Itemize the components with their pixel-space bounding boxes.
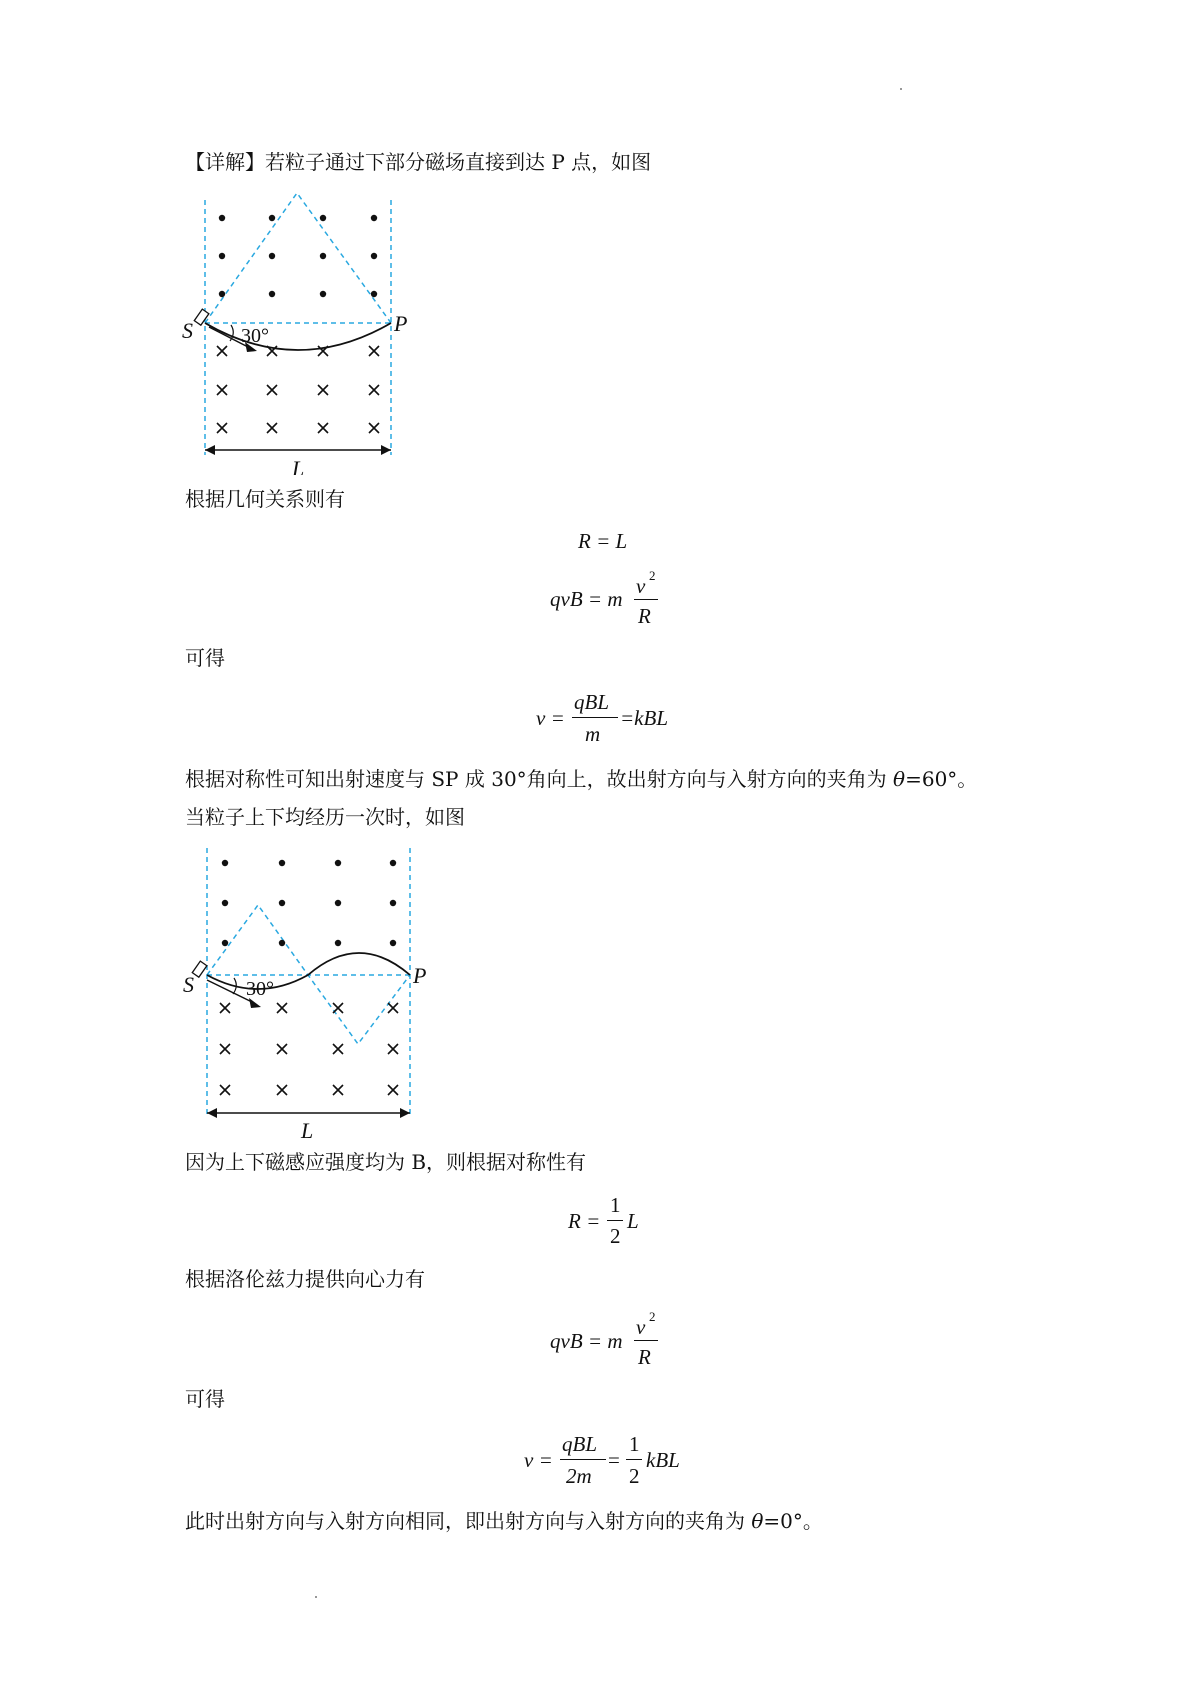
fraction-bar <box>607 1220 623 1221</box>
label-l: L <box>292 456 305 475</box>
particle-trajectory <box>207 953 410 989</box>
paragraph-therefore-1: 可得 <box>185 646 225 670</box>
fraction-bar <box>634 599 658 600</box>
fraction-bar <box>626 1459 642 1460</box>
equation-speed-2-den: 2m <box>566 1464 592 1488</box>
figure-1-magnetic-field <box>175 185 425 475</box>
dots-field-out <box>219 215 377 297</box>
equation-speed-2-num: qBL <box>562 1432 598 1456</box>
page-speck-bottom <box>315 1596 317 1598</box>
angle-label: 30° <box>246 978 274 1000</box>
particle-source <box>192 961 207 977</box>
equation-speed-2-mid: = <box>608 1448 620 1472</box>
equation-speed-1-right: =kBL <box>620 706 668 730</box>
equation-radius-half-num: 1 <box>610 1193 621 1217</box>
equation-lorentz-1: qvB = m <box>550 587 623 611</box>
angle-label: 30° <box>241 325 269 347</box>
fraction-bar <box>634 1340 658 1341</box>
equation-speed-2-right: kBL <box>646 1448 680 1472</box>
paragraph-symmetry-1: 根据对称性可知出射速度与 SP 成 30°角向上，故出射方向与入射方向的夹角为 θ=60°。 <box>185 767 978 791</box>
label-s: S <box>182 318 193 343</box>
fraction-bar <box>572 717 618 718</box>
equation-radius-half-right: L <box>627 1209 639 1233</box>
equation-radius-half-den: 2 <box>610 1224 621 1248</box>
paragraph-therefore-2: 可得 <box>185 1387 225 1411</box>
equation-speed-2-num2: 1 <box>629 1432 640 1456</box>
label-l: L <box>301 1118 314 1140</box>
equation-radius-half: R = <box>568 1209 601 1233</box>
equation-lorentz-2-sup: 2 <box>649 1309 656 1324</box>
paragraph-symmetry-2: 因为上下磁感应强度均为 B，则根据对称性有 <box>185 1150 587 1174</box>
equation-lorentz-2-num: v <box>636 1315 646 1339</box>
equation-speed-2-den2: 2 <box>629 1464 640 1488</box>
dots-field-out <box>222 860 396 946</box>
equation-lorentz-1-num: v <box>636 574 646 598</box>
crosses-field-in <box>217 346 379 433</box>
page-speck-top <box>900 88 902 90</box>
label-p: P <box>413 963 427 988</box>
equation-r-equals-l: R = L <box>578 529 628 553</box>
equation-lorentz-2-den: R <box>638 1345 651 1369</box>
paragraph-lorentz: 根据洛伦兹力提供向心力有 <box>185 1267 425 1291</box>
label-p: P <box>394 311 408 336</box>
paragraph-detail: 【详解】若粒子通过下部分磁场直接到达 P 点，如图 <box>185 150 652 174</box>
equation-lorentz-2: qvB = m <box>550 1329 623 1353</box>
equation-speed-2: v = <box>524 1448 553 1472</box>
equation-speed-1: v = <box>536 706 565 730</box>
equation-lorentz-1-sup: 2 <box>649 568 656 583</box>
equation-speed-1-num: qBL <box>574 690 610 714</box>
triangle-construction <box>205 193 391 323</box>
paragraph-conclusion: 此时出射方向与入射方向相同，即出射方向与入射方向的夹角为 θ=0°。 <box>185 1509 823 1533</box>
fraction-bar <box>560 1459 606 1460</box>
crosses-field-in <box>220 1003 398 1095</box>
label-s: S <box>183 972 194 997</box>
paragraph-case-2: 当粒子上下均经历一次时，如图 <box>185 805 465 829</box>
equation-lorentz-1-den: R <box>638 604 651 628</box>
equation-speed-1-den: m <box>585 722 601 746</box>
paragraph-geometry: 根据几何关系则有 <box>185 487 345 511</box>
figure-2-magnetic-field <box>175 840 435 1140</box>
